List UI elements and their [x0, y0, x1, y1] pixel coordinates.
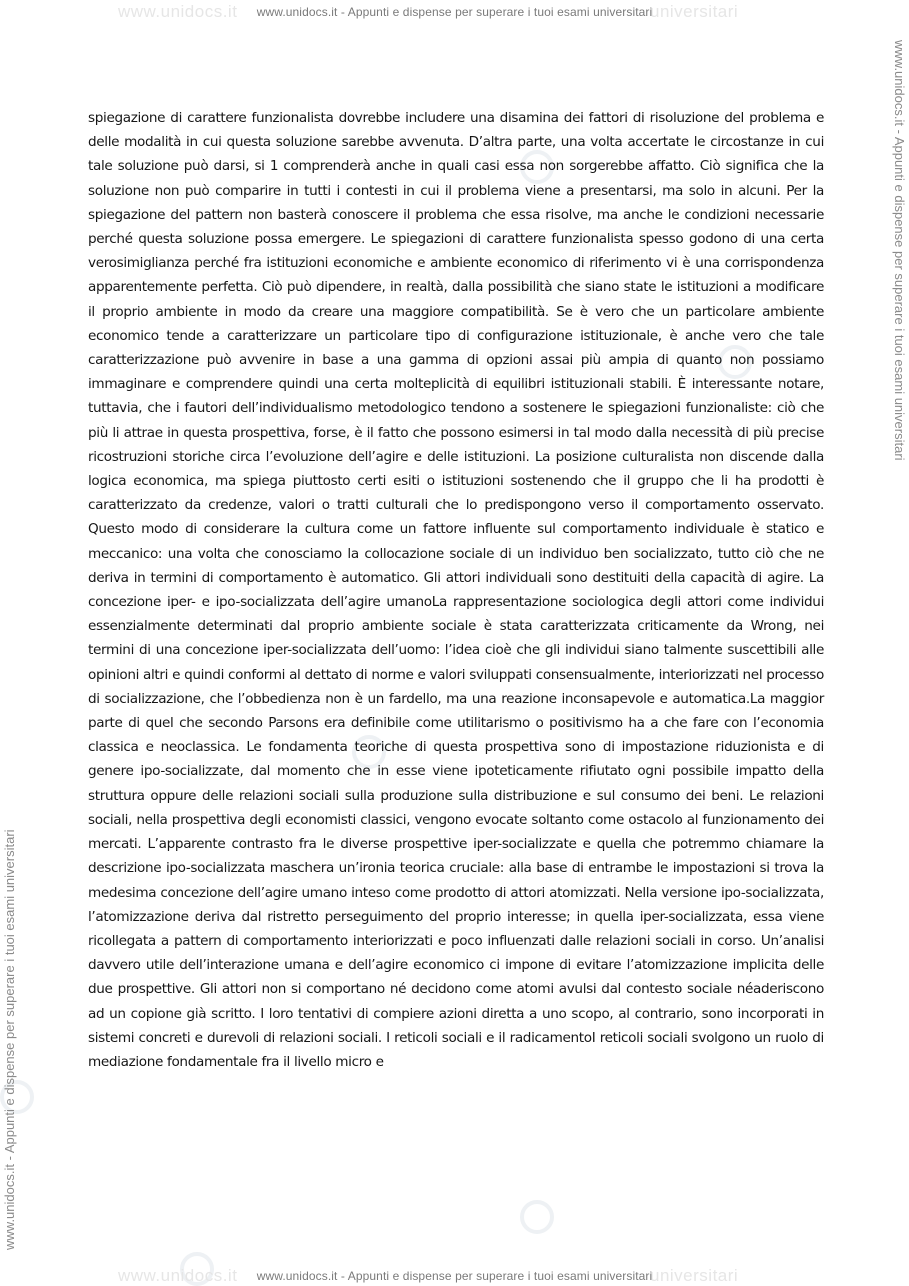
footer-watermark-ghost-right: universitari [650, 1266, 739, 1285]
header-watermark-text: www.unidocs.it - Appunti e dispense per superare i tuoi esami universitari [256, 5, 653, 19]
body-paragraph: spiegazione di carattere funzionalista dovrebbe includere una disamina dei fattori di risoluzione del problema e delle modalità in cui questa soluzione sarebbe avvenuta. D’altra parte, una volta accertate le circostanze in cui tale soluzione può darsi, si 1 comprenderà anche in quali casi essa non sorgerebbe affatto. Ciò significa che la soluzione non può comparire in tutti i contesti in cui il problema viene a presentarsi, ma solo in alcuni. Per la spiegazione del pattern non basterà conoscere il problema che essa risolve, ma anche le condizioni necessarie perché questa soluzione possa emergere. Le spiegazioni di carattere funzionalista spesso godono di una certa verosimiglianza perché fra istituzioni economiche e ambiente economico di riferimento vi è una corrispondenza apparentemente perfetta. Ciò può dipendere, in realtà, dalla possibilità che siano state le istituzioni a modificare il proprio ambiente in modo da creare una maggiore compatibilità. Se è vero che un particolare ambiente economico tende a caratterizzare un particolare tipo di configurazione istituzionale, è anche vero che tale caratterizzazione può avvenire in base a una gamma di opzioni assai più ampia di quanto non possiamo immaginare e comprendere quindi una certa molteplicità di equilibri istituzionali stabili. È interessante notare, tuttavia, che i fautori dell’individualismo metodologico tendono a sostenere le spiegazioni funzionaliste: ciò che più li attrae in questa prospettiva, forse, è il fatto che possono esimersi in tal modo dalla necessità di più precise ricostruzioni storiche circa l’evoluzione dell’agire e delle istituzioni. La posizione culturalista non discende dalla logica economica, ma spiega piuttosto certi esiti o istituzioni sostenendo che il gruppo che li ha prodotti è caratterizzato da credenze, valori o tratti culturali che lo predispongono verso il comportamento osservato. Questo modo di considerare la cultura come un fattore influente sul comportamento individuale è statico e meccanico: una volta che conosciamo la collocazione sociale di un individuo ben socializzato, tutto ciò che ne deriva in termini di comportamento è automatico. Gli attori individuali sono destituiti della capacità di agire. La concezione iper- e ipo-socializzata dell’agire umanoLa rappresentazione sociologica degli attori come individui essenzialmente determinati dal proprio ambiente sociale è stata caratterizzata criticamente da Wrong, nei termini di una concezione iper-socializzata dell’uomo: l’idea cioè che gli individui siano talmente suscettibili alle opinioni altri e quindi conformi al dettato di norme e valori sviluppati consensualmente, interiorizzati nel processo di socializzazione, che l’obbedienza non è un fardello, ma una reazione inconsapevole e automatica.La maggior parte di quel che secondo Parsons era definibile come utilitarismo o positivismo ha a che fare con l’economia classica e neoclassica. Le fondamenta teoriche di questa prospettiva sono di impostazione riduzionista e di genere ipo-socializzate, dal momento che in esse viene ipoteticamente rifiutato ogni possibile impatto della struttura oppure delle relazioni sociali sulla produzione sulla distribuzione e sul consumo dei beni. Le relazioni sociali, nella prospettiva degli economisti classici, vengono evocate soltanto come ostacolo al funzionamento dei mercati. L’apparente contrasto fra le diverse prospettive iper-socializzate e quella che potremmo chiamare la descrizione ipo-socializzata maschera un’ironia teorica cruciale: alla base di entrambe le impostazioni si trova la medesima concezione dell’agire umano inteso come prodotto di attori atomizzati. Nella versione ipo-socializzata, l’atomizzazione deriva dal ristretto perseguimento del proprio interesse; in quella iper-socializzata, essa viene ricollegata a pattern di comportamento interiorizzati e poco influenzati dalle relazioni sociali in corso. Un’analisi davvero utile dell’interazione umana e dell’agire economico ci impone di evitare l’atomizzazione implicita delle due prospettive. Gli attori non si comportano né decidono come atomi avulsi dal contesto sociale néaderiscono ad un copione già scritto. I loro tentativi di compiere azioni diretta a uno scopo, al contrario, sono incorporati in sistemi concreti e durevoli di relazioni sociali. I reticoli sociali e il radicamentoI reticoli sociali svolgono un ruolo di mediazione fondamentale fra il livello micro e [88, 110, 824, 1070]
right-side-watermark-text: www.unidocs.it - Appunti e dispense per superare i tuoi esami universitari [892, 40, 907, 461]
right-side-watermark [892, 40, 907, 1140]
left-side-watermark-text: www.unidocs.it - Appunti e dispense per superare i tuoi esami universitari [2, 829, 17, 1250]
left-side-watermark [2, 150, 17, 1250]
header-watermark [0, 0, 909, 24]
header-watermark-ghost-right: universitari [650, 2, 739, 21]
header-watermark-ghost-left: www.unidocs.it [118, 2, 238, 21]
footer-watermark [0, 1264, 909, 1286]
watermark-logo-icon [520, 1200, 554, 1234]
footer-watermark-ghost-left: www.unidocs.it [118, 1266, 238, 1285]
document-body [88, 106, 824, 1074]
footer-watermark-text: www.unidocs.it - Appunti e dispense per superare i tuoi esami universitari [256, 1269, 653, 1283]
